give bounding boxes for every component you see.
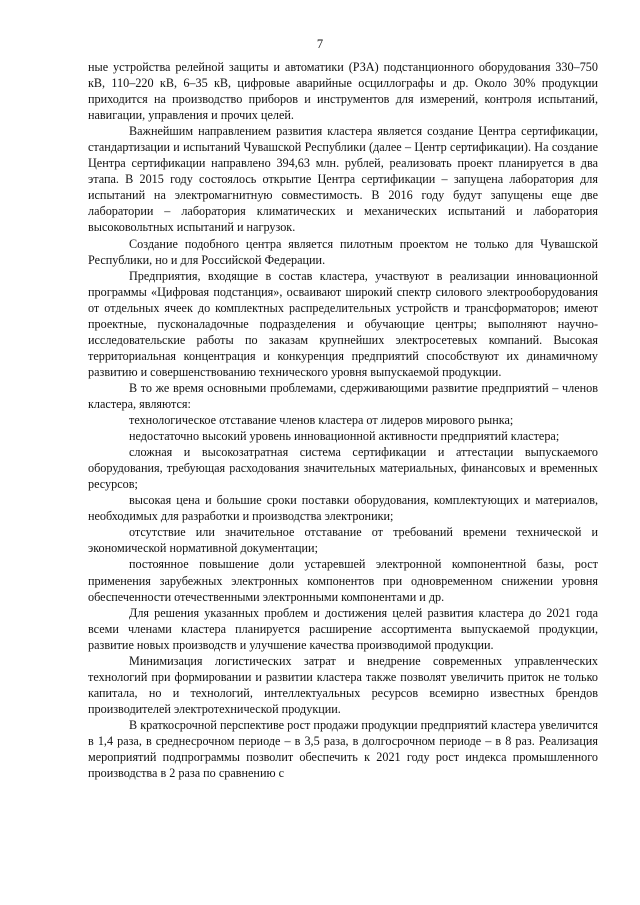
paragraph-8: В краткосрочной перспективе рост продажи продукции предприятий кластера увеличится в 1,4 раза, в среднесрочном периоде – в 3,5 раза, в долгосрочном периоде – в 8 раз. Реализация мероприятий подпрограммы позволит обеспечить к 2021 году рост индекса промышленного производства в 2 раза по сравнению с [88,717,598,781]
problem-item-3: сложная и высокозатратная система сертификации и аттестации выпускаемого оборудования, требующая расходования значительных материальных, финансовых и временных ресурсов; [88,445,598,492]
paragraph-4: Предприятия, входящие в состав кластера, участвуют в реализации инновационной программы «Цифровая подстанция», осваивают широкий спектр силового электрооборудования от отдельных ячеек до комплектных распределительных устройств и трансформаторов; имеют проектные, пусконаладочные подразделения и обучающие центры; выполняют научно-исследовательские работы по заказам крупнейших электросетевых компаний. Высокая территориальная концентрация и конкуренция предприятий способствуют их динамичному развитию и совершенствованию технического уровня выпускаемой продукции. [88,268,598,379]
body-text [88,59,598,781]
paragraph-3: Создание подобного центра является пилотным проектом не только для Чувашской Республики, но и для Российской Федерации. [88,236,598,267]
paragraph-2: Важнейшим направлением развития кластера является создание Центра сертификации, стандартизации и испытаний Чувашской Республики (далее – Центр сертификации). На создание Центра сертификации направлено 394,63 млн. рублей, реализовать проект планируется в два этапа. В 2015 году состоялось открытие Центра сертификации – запущена лаборатория для испытаний на электромагнитную совместимость. В 2016 году будут запущены еще две лаборатории – лаборатория климатических и механических испытаний и лаборатория высоковольтных испытаний и нагрузок. [88,124,598,235]
problem-item-4: высокая цена и большие сроки поставки оборудования, комплектующих и материалов, необходимых для разработки и производства электроники; [88,493,598,524]
paragraph-6: Для решения указанных проблем и достижения целей развития кластера до 2021 года всеми членами кластера планируется расширение ассортимента выпускаемой продукции, развитие новых производств и улучшение качества производимой продукции. [88,605,598,652]
paragraph-7: Минимизация логистических затрат и внедрение современных управленческих технологий при формировании и развитии кластера также позволят увеличить приток не только капитала, но и технологий, интеллектуальных ресурсов всемирно известных брендов производителей электротехнической продукции. [88,653,598,716]
problem-item-2: недостаточно высокий уровень инновационной активности предприятий кластера; [129,429,560,444]
page-number: 7 [316,37,324,51]
problem-item-5: отсутствие или значительное отставание от требований времени технической и экономической нормативной документации; [88,525,598,556]
problem-item-1: технологическое отставание членов кластера от лидеров мирового рынка; [129,413,514,428]
paragraph-1: ные устройства релейной защиты и автоматики (РЗА) подстанционного оборудования 330–750 кВ, 110–220 кВ, 6–35 кВ, цифровые аварийные осциллографы и др. Около 30% продукции приходится на производство приборов и инструментов для измерений, контроля испытаний, навигации, управления и прочих целей. [88,60,598,123]
problem-item-6: постоянное повышение доли устаревшей электронной компонентной базы, рост применения зарубежных электронных компонентов при одновременном снижении уровня обеспеченности отечественными электронными компонентами и др. [88,557,598,604]
paragraph-5: В то же время основными проблемами, сдерживающими развитие предприятий – членов кластера, являются: [88,380,598,411]
